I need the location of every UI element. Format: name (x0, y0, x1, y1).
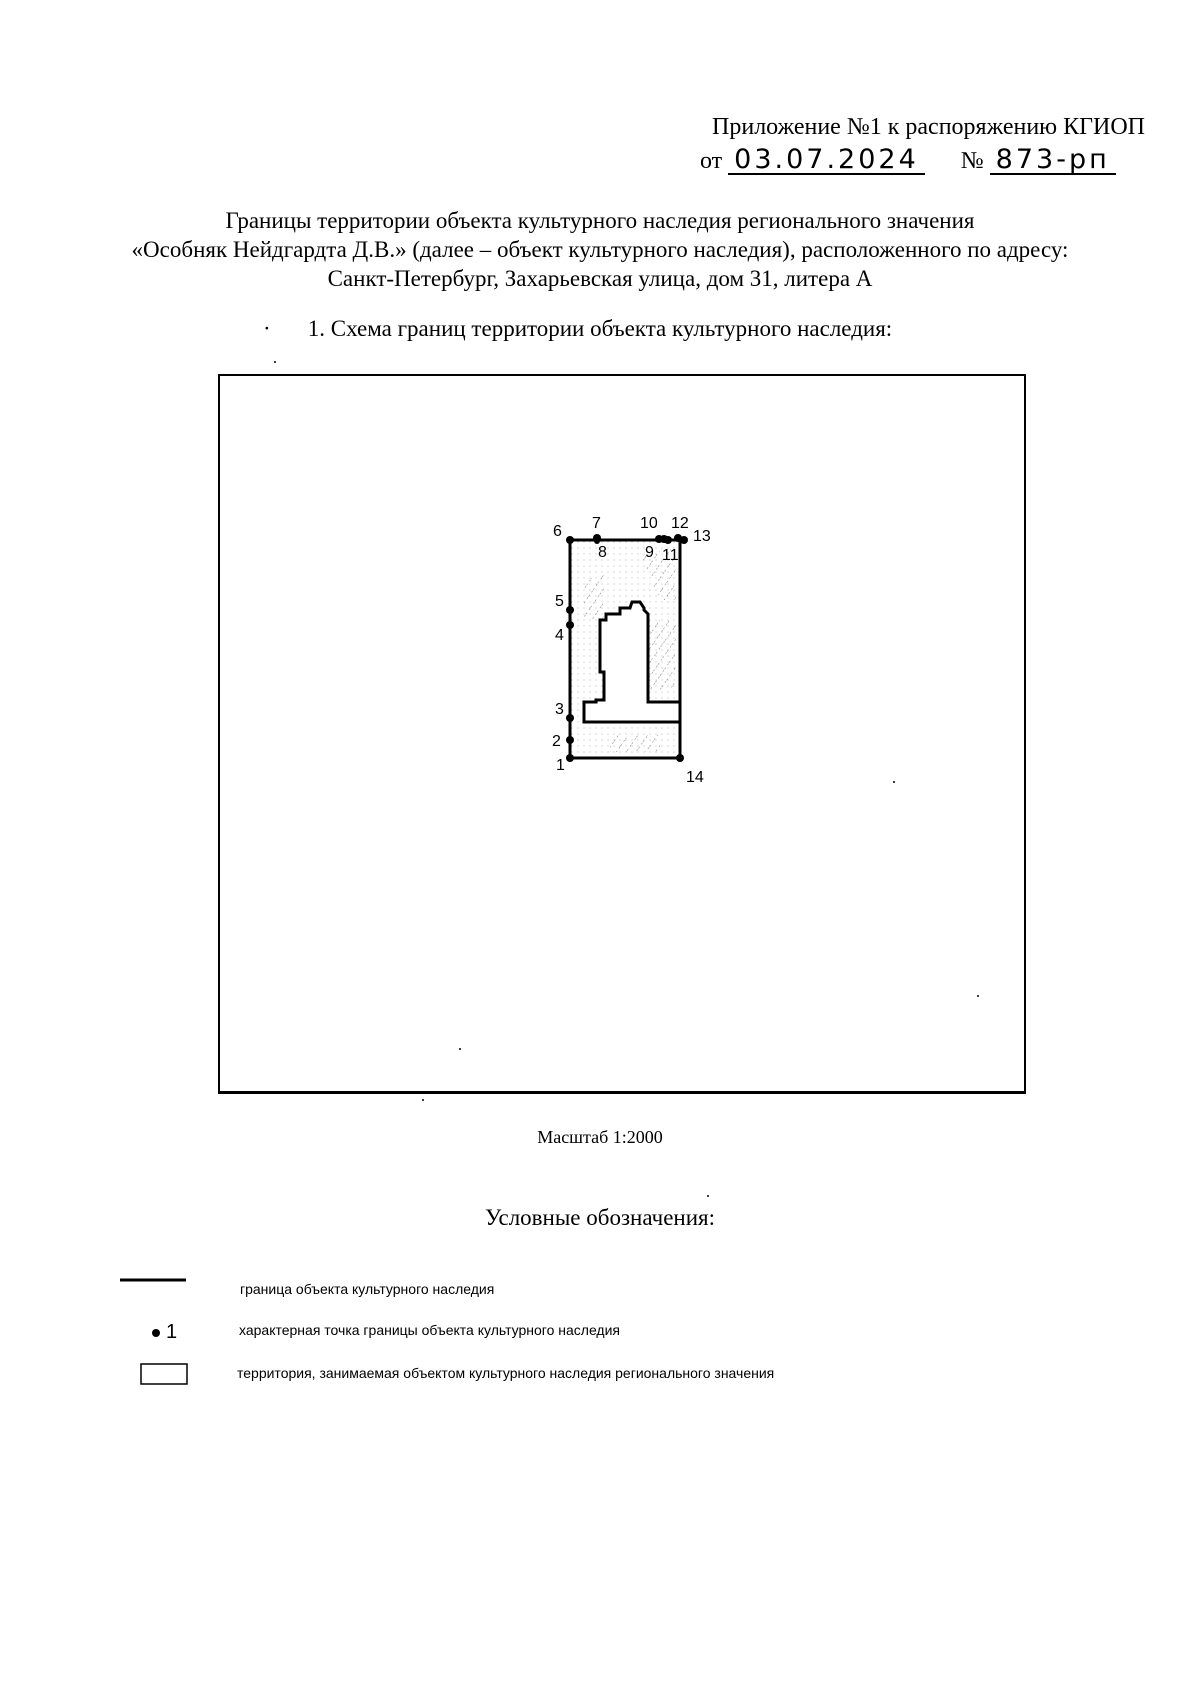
point-label-14: 14 (686, 769, 704, 786)
title-line-3: Санкт-Петербург, Захарьевская улица, дом 31, литера А (327, 266, 873, 291)
point-4-marker (566, 621, 574, 629)
legend-boundary-text: граница объекта культурного наследия (240, 1281, 495, 1297)
point-label-1: 1 (556, 757, 565, 774)
point-label-5: 5 (555, 593, 564, 610)
section-title: 1. Схема границ территории объекта культурного наследия: (307, 316, 893, 341)
point-3-marker (566, 714, 574, 722)
point-label-7: 7 (592, 515, 601, 532)
point-11-marker (664, 536, 672, 544)
point-label-6: 6 (553, 523, 562, 540)
point-label-9: 9 (645, 544, 654, 561)
scan-specks (274, 361, 979, 1197)
point-2-marker (566, 736, 574, 744)
legend-territory-text: территория, занимаемая объектом культурного наследия регионального значения (237, 1365, 775, 1381)
point-1-marker (566, 754, 574, 762)
point-label-3: 3 (555, 701, 564, 718)
territory-hatch-bottom (610, 735, 660, 752)
title-line-1: Границы территории объекта культурного наследия регионального значения (225, 208, 975, 233)
appendix-line: Приложение №1 к распоряжению КГИОП (712, 114, 1145, 140)
point-label-12: 12 (671, 515, 689, 532)
point-label-4: 4 (555, 627, 564, 644)
point-6-marker (566, 536, 574, 544)
point-label-8: 8 (598, 544, 607, 561)
point-label-10: 10 (640, 515, 658, 532)
map-scale: Масштаб 1:2000 (537, 1127, 663, 1147)
point-13-marker (680, 536, 688, 544)
territory-hatch-left (584, 575, 604, 620)
legend-point-text: характерная точка границы объекта культурного наследия (239, 1322, 620, 1338)
territory-hatch-right (646, 620, 676, 690)
legend-point-symbol-label: 1 (166, 1321, 178, 1343)
section-bullet: · (263, 316, 271, 341)
date-prefix: от (700, 148, 723, 174)
point-label-2: 2 (552, 733, 561, 750)
legend-territory-symbol (141, 1364, 187, 1384)
point-5-marker (566, 606, 574, 614)
order-date: 03.07.2024 (728, 147, 925, 175)
title-line-2: «Особняк Нейдгардта Д.В.» (далее – объект культурного наследия), расположенного по адресу: (131, 237, 1069, 262)
legend-point-symbol (152, 1329, 160, 1337)
point-label-13: 13 (693, 528, 711, 545)
point-14-marker (676, 754, 684, 762)
legend-title: Условные обозначения: (484, 1205, 716, 1230)
number-prefix: № (960, 148, 984, 174)
order-number: 873-рп (990, 147, 1116, 175)
point-label-11: 11 (662, 547, 679, 564)
